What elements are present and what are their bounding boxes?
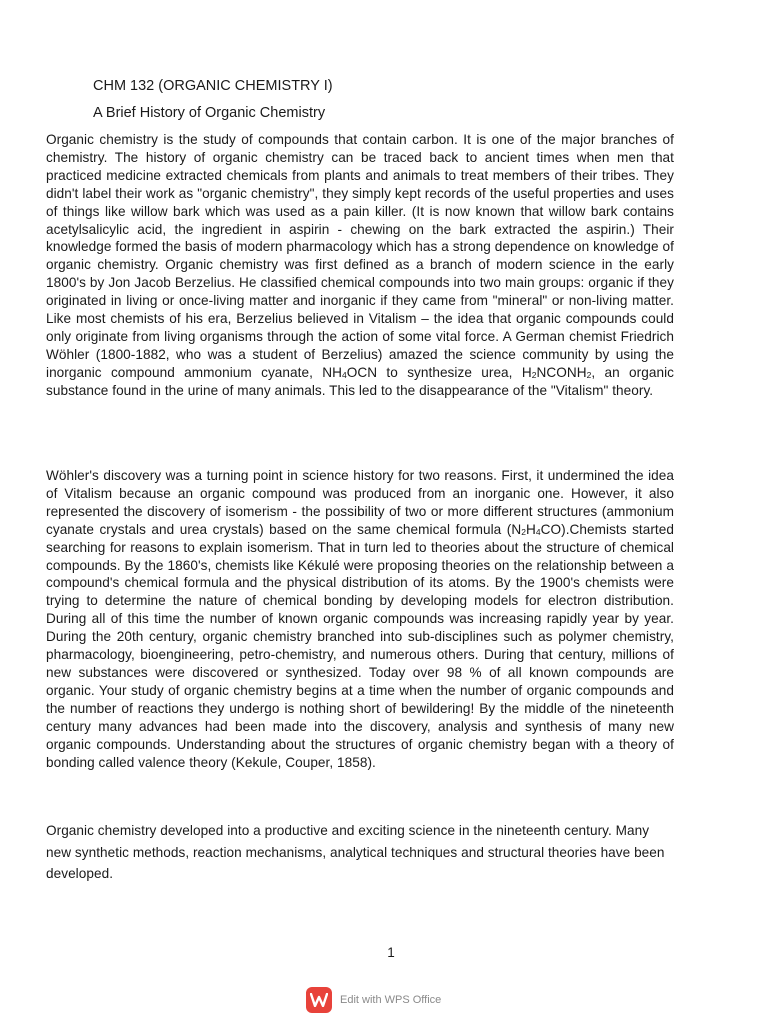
- course-title: CHM 132 (ORGANIC CHEMISTRY I): [93, 78, 333, 94]
- document-title: A Brief History of Organic Chemistry: [93, 105, 326, 121]
- paragraph-history-intro: Organic chemistry is the study of compounds that contain carbon. It is one of the major branches of chemistry. The history of organic chemistry can be traced back to ancient times when men that practiced medicine extracted chemicals from plants and animals to treat members of their tribes. They didn't label their work as "organic chemistry", they simply kept records of the useful properties and uses of things like willow bark which was used as a pain killer. (It is now known that willow bark contains acetylsalicylic acid, the ingredient in aspirin - chewing on the bark extracted the aspirin.) Their knowledge formed the basis of modern pharmacology which has a strong dependence on knowledge of organic chemistry. Organic chemistry was first defined as a branch of modern science in the early 1800's by Jon Jacob Berzelius. He classified chemical compounds into two main groups: organic if they originated in living or once-living matter and inorganic if they came from "mineral" or non-living matter. Like most chemists of his era, Berzelius believed in Vitalism – the idea that organic compounds could only originate from living organisms through the action of some vital force. A German chemist Friedrich Wöhler (1800-1882, who was a student of Berzelius) amazed the science community by using the inorganic compound ammonium cyanate, $NH_4OCN$ to synthesize urea, $H_2NCONH_2$, an organic substance found in the urine of many animals. This led to the disappearance of the "Vitalism" theory.: [46, 132, 674, 398]
- paragraph-wohler-discovery: Wöhler's discovery was a turning point in science history for two reasons. First, it undermined the idea of Vitalism because an organic compound was produced from an inorganic one. However, it also represented the discovery of isomerism - the possibility of two or more different structures (ammonium cyanate crystals and urea crystals) based on the same chemical formula $(N_2H_4CO).Chemists$ started searching for reasons to explain isomerism. That in turn led to theories about the structure of chemical compounds. By the 1860's, chemists like Kékulé were proposing theories on the relationship between a compound's chemical formula and the physical distribution of its atoms. By the 1900's chemists were trying to determine the nature of chemical bonding by developing models for electron distribution. During all of this time the number of known organic compounds was increasing rapidly year by year. During the 20th century, organic chemistry branched into sub-disciplines such as polymer chemistry, pharmacology, bioengineering, petro-chemistry, and numerous others. During that century, millions of new substances were discovered or synthesized. Today over 98 % of all known compounds are organic. Your study of organic chemistry begins at a time when the number of organic compounds and the number of reactions they undergo is nothing short of bewildering! By the middle of the nineteenth century many advances had been made into the discovery, analysis and synthesis of many new organic compounds. Understanding about the structures of organic chemistry began with a theory of bonding called valence theory (Kekule, Couper, 1858).: [46, 468, 674, 770]
- wps-logo-icon: [306, 987, 332, 1013]
- wps-w-glyph: [310, 993, 328, 1007]
- wps-edit-label[interactable]: Edit with WPS Office: [340, 994, 442, 1006]
- wps-edit-badge[interactable]: [306, 987, 441, 1013]
- paragraph-nineteenth-century: Organic chemistry developed into a productive and exciting science in the nineteenth century. Many new synthetic methods, reaction mechanisms, analytical techniques and structural theories have been developed.: [46, 823, 665, 881]
- page-number: 1: [387, 945, 395, 960]
